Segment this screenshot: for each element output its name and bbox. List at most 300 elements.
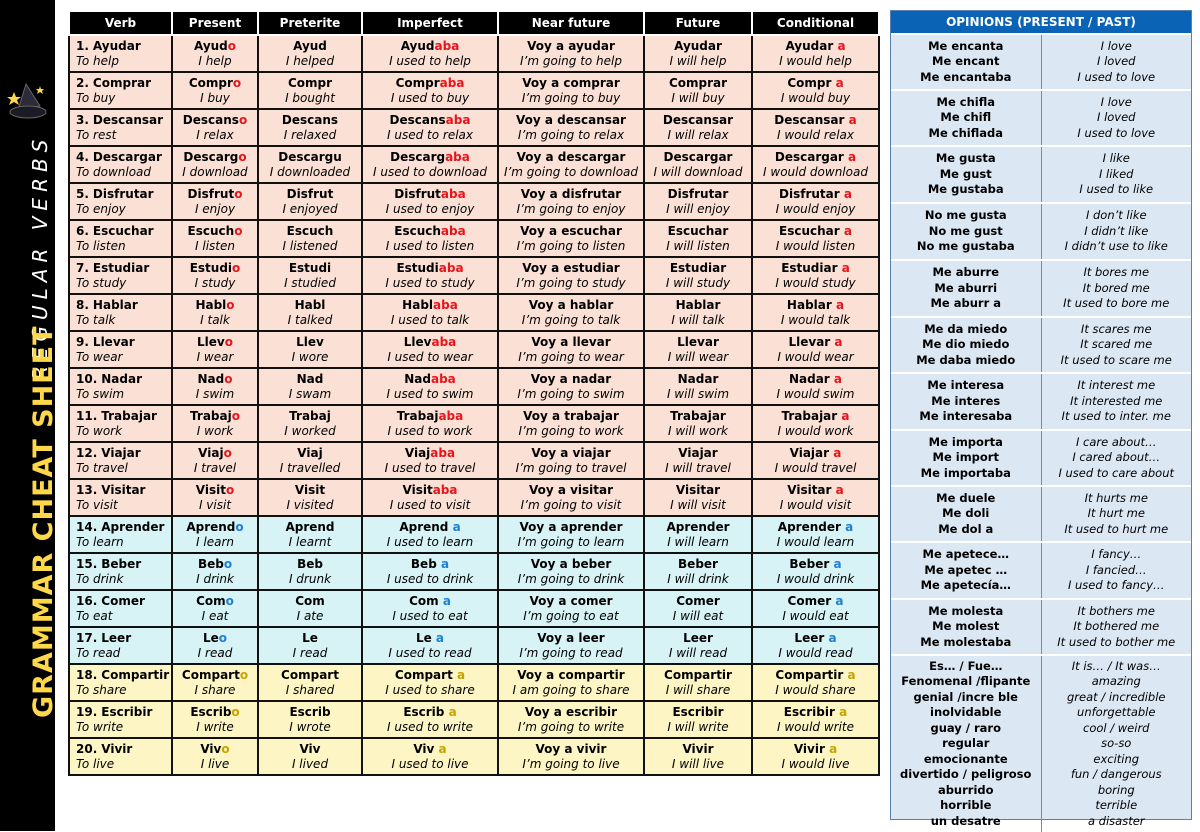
near-future-cell (498, 738, 644, 775)
near-future-cell-form: Voy a escribir (524, 704, 618, 719)
conditional-cell-translation: I would enjoy (775, 201, 856, 216)
future-cell (644, 442, 752, 479)
future-cell-form: Vivir (682, 741, 714, 756)
present-cell (172, 701, 258, 738)
near-future-cell-translation: I’m going to help (520, 53, 622, 68)
conditional-cell-ending: a (845, 519, 854, 534)
future-cell-form: Escribir (672, 704, 724, 719)
imperfect-cell-form (363, 39, 497, 54)
imperfect-cell-form (363, 261, 497, 276)
imperfect-cell-form (363, 631, 497, 646)
preterite-cell-translation: I drunk (288, 571, 332, 586)
future-cell-translation: I will share (665, 682, 731, 697)
table-row (69, 35, 879, 72)
imperfect-cell (362, 257, 498, 294)
verb-infinitive (76, 39, 171, 54)
preterite-cell-form: Disfrut (286, 186, 334, 201)
opinion-phrase: Me apetec … (924, 562, 1008, 577)
imperfect-cell-ending: aba (430, 371, 456, 386)
sidebar-subtitle: REGULAR VERBS (28, 133, 52, 380)
conditional-cell-translation: I would visit (779, 497, 852, 512)
imperfect-cell-ending: aba (431, 334, 457, 349)
present-cell-stem: Com (196, 593, 226, 608)
preterite-cell-form: Com (295, 593, 325, 608)
imperfect-cell (362, 738, 498, 775)
preterite-cell (258, 183, 362, 220)
present-cell-form (173, 705, 257, 720)
imperfect-cell-form (363, 557, 497, 572)
future-cell-translation: I will talk (671, 312, 725, 327)
preterite-cell (258, 35, 362, 72)
near-future-cell-form: Voy a escuchar (520, 223, 622, 238)
present-cell-form (173, 224, 257, 239)
future-cell-translation: I will live (671, 756, 725, 771)
imperfect-cell-form (363, 372, 497, 387)
future-cell-translation: I will travel (665, 460, 731, 475)
column-header: Preterite (258, 11, 362, 35)
present-cell-ending: o (238, 149, 247, 164)
imperfect-cell-stem: Nad (404, 371, 431, 386)
present-cell-form (173, 187, 257, 202)
opinion-english (1042, 35, 1192, 89)
present-cell-stem: Compr (188, 75, 233, 90)
present-cell-ending: o (231, 408, 240, 423)
verb-number: 13. (76, 482, 98, 497)
present-cell-form (173, 113, 257, 128)
opinion-spanish (891, 261, 1042, 316)
verb-infinitive (76, 261, 171, 276)
imperfect-cell-ending: a (438, 741, 447, 756)
conditional-cell-form (753, 113, 878, 128)
verb-number: 16. (76, 593, 98, 608)
future-cell-form: Viajar (678, 445, 718, 460)
imperfect-cell-stem: Compr (395, 75, 440, 90)
verb-infinitive (76, 742, 171, 757)
opinion-phrase: Me gusta (935, 151, 996, 166)
present-cell-ending: o (224, 371, 233, 386)
preterite-cell-form: Le (302, 630, 318, 645)
verb-infinitive (76, 335, 171, 350)
verb-infinitive (76, 446, 171, 461)
conditional-cell (752, 553, 879, 590)
preterite-cell (258, 479, 362, 516)
opinion-phrase: guay / raro (930, 720, 1002, 735)
imperfect-cell (362, 479, 498, 516)
verb-cell (69, 72, 172, 109)
opinions-panel (890, 10, 1192, 828)
near-future-cell-form: Voy a ayudar (527, 38, 615, 53)
preterite-cell-translation: I helped (285, 53, 335, 68)
verb-infinitive (76, 594, 171, 609)
preterite-cell (258, 146, 362, 183)
preterite-cell (258, 405, 362, 442)
imperfect-cell (362, 701, 498, 738)
present-cell-translation: I study (194, 275, 236, 290)
preterite-cell (258, 701, 362, 738)
imperfect-cell-stem: Compart (394, 667, 457, 682)
verb-name: Disfrutar (92, 186, 154, 201)
opinion-translation: It bores me (1083, 265, 1150, 280)
verb-cell (69, 590, 172, 627)
verb-cell (69, 516, 172, 553)
preterite-cell-form: Escrib (289, 704, 331, 719)
preterite-cell-translation: I ate (296, 608, 324, 623)
imperfect-cell-stem: Disfrut (394, 186, 441, 201)
imperfect-cell-translation: I used to write (386, 719, 474, 734)
near-future-cell (498, 220, 644, 257)
conditional-cell (752, 294, 879, 331)
present-cell-translation: I share (194, 682, 236, 697)
imperfect-cell-ending: a (452, 519, 461, 534)
opinion-translation: It interest me (1077, 378, 1156, 393)
future-cell-form: Estudiar (669, 260, 727, 275)
near-future-cell-form: Voy a aprender (519, 519, 623, 534)
future-cell-form: Nadar (677, 371, 719, 386)
present-cell-stem: Trabaj (190, 408, 232, 423)
future-cell-form: Comprar (668, 75, 728, 90)
verb-name: Trabajar (101, 408, 157, 423)
present-cell-ending: o (234, 186, 243, 201)
present-cell-translation: I live (200, 756, 230, 771)
present-cell-ending: o (218, 630, 228, 645)
conditional-cell-ending: a (843, 186, 852, 201)
preterite-cell (258, 109, 362, 146)
opinion-translation: boring (1097, 782, 1135, 797)
near-future-cell-translation: I’m going to wear (518, 349, 624, 364)
verb-infinitive (76, 557, 171, 572)
present-cell-ending: o (225, 482, 235, 497)
verb-number: 2. (76, 75, 89, 90)
opinion-english (1042, 543, 1192, 598)
near-future-cell (498, 701, 644, 738)
present-cell-stem: Beb (197, 556, 224, 571)
near-future-cell-form: Voy a estudiar (522, 260, 620, 275)
near-future-cell (498, 72, 644, 109)
opinion-translation: I used to love (1077, 69, 1156, 84)
present-cell-translation: I help (198, 53, 232, 68)
near-future-cell-form: Voy a viajar (531, 445, 611, 460)
imperfect-cell (362, 109, 498, 146)
conditional-cell-translation: I would live (781, 756, 850, 771)
opinion-phrase: Me da miedo (924, 321, 1008, 336)
preterite-cell-form: Beb (297, 556, 323, 571)
imperfect-cell-stem: Escuch (394, 223, 441, 238)
near-future-cell-form: Voy a beber (530, 556, 612, 571)
future-cell-form: Descansar (662, 112, 734, 127)
opinion-spanish (891, 543, 1042, 598)
future-cell-form: Compartir (664, 667, 732, 682)
conditional-cell (752, 35, 879, 72)
imperfect-cell-ending: aba (445, 149, 470, 164)
present-cell-ending: o (223, 556, 233, 571)
conditional-cell (752, 368, 879, 405)
conditional-cell-stem: Hablar (786, 297, 836, 312)
future-cell (644, 220, 752, 257)
present-cell (172, 146, 258, 183)
imperfect-cell (362, 590, 498, 627)
present-cell-form (173, 557, 257, 572)
conditional-cell (752, 738, 879, 775)
verb-translation: To buy (76, 90, 116, 105)
conditional-cell-ending: a (843, 223, 852, 238)
present-cell-ending: o (224, 334, 233, 349)
verb-infinitive (76, 631, 171, 646)
present-cell-stem: Compart (181, 667, 240, 682)
preterite-cell-translation: I worked (284, 423, 336, 438)
imperfect-cell-stem: Aprend (399, 519, 453, 534)
present-cell (172, 664, 258, 701)
table-row (69, 72, 879, 109)
conditional-cell-translation: I would travel (774, 460, 857, 475)
present-cell-stem: Le (202, 630, 219, 645)
verb-translation: To talk (76, 312, 116, 327)
opinion-translation: amazing (1091, 674, 1141, 689)
imperfect-cell-form (363, 705, 497, 720)
present-cell-form (173, 668, 257, 683)
present-cell-ending: o (239, 667, 249, 682)
future-cell-form: Beber (678, 556, 718, 571)
imperfect-cell-translation: I used to share (385, 682, 475, 697)
near-future-cell-form: Voy a nadar (530, 371, 612, 386)
future-cell-translation: I will listen (666, 238, 730, 253)
preterite-cell-translation: I talked (287, 312, 333, 327)
preterite-cell (258, 664, 362, 701)
preterite-cell (258, 553, 362, 590)
sidebar (0, 0, 59, 831)
verb-translation: To learn (76, 534, 124, 549)
near-future-cell (498, 664, 644, 701)
present-cell-ending: o (235, 519, 244, 534)
table-row (69, 627, 879, 664)
near-future-cell (498, 479, 644, 516)
future-cell (644, 738, 752, 775)
preterite-cell-form: Compart (281, 667, 339, 682)
conditional-cell-translation: I would read (778, 645, 853, 660)
opinion-translation: It bored me (1082, 280, 1150, 295)
future-cell (644, 146, 752, 183)
conditional-cell-stem: Disfrutar (779, 186, 844, 201)
verb-translation: To read (76, 645, 121, 660)
present-cell-translation: I talk (200, 312, 230, 327)
table-row (69, 331, 879, 368)
verb-number: 14. (76, 519, 98, 534)
preterite-cell-form: Viv (299, 741, 321, 756)
verb-translation: To swim (76, 386, 125, 401)
imperfect-cell-ending: a (448, 704, 457, 719)
conditional-cell-form (753, 39, 878, 54)
near-future-cell (498, 109, 644, 146)
imperfect-cell-translation: I used to help (389, 53, 471, 68)
verb-cell (69, 442, 172, 479)
future-cell (644, 590, 752, 627)
conditional-cell (752, 442, 879, 479)
near-future-cell-translation: I’m going to visit (520, 497, 622, 512)
verb-translation: To travel (76, 460, 128, 475)
opinion-phrase: Me apetecía… (920, 578, 1011, 593)
opinion-phrase: horrible (940, 798, 992, 813)
column-header: Imperfect (362, 11, 498, 35)
table-row (69, 701, 879, 738)
opinion-translation: It bothered me (1073, 619, 1160, 634)
verb-cell (69, 405, 172, 442)
conditional-cell-form (753, 446, 878, 461)
near-future-cell-translation: I’m going to write (517, 719, 625, 734)
opinion-translation: It interested me (1070, 393, 1163, 408)
present-cell-ending: o (227, 38, 237, 53)
verb-number: 3. (76, 112, 89, 127)
future-cell (644, 109, 752, 146)
opinion-translation: great / incredible (1066, 689, 1166, 704)
future-cell-translation: I will visit (670, 497, 726, 512)
opinion-phrase: Fenomenal /flipante (901, 674, 1031, 689)
opinion-phrase: aburrido (937, 782, 994, 797)
future-cell-translation: I will drink (667, 571, 729, 586)
preterite-cell-translation: I bought (285, 90, 335, 105)
opinion-phrase: Me chifla (936, 94, 995, 109)
future-cell-translation: I will wear (667, 349, 729, 364)
preterite-cell-translation: I learnt (288, 534, 332, 549)
verb-name: Comprar (92, 75, 151, 90)
conditional-cell-ending: a (839, 704, 848, 719)
future-cell-form: Comer (676, 593, 720, 608)
table-row (69, 590, 879, 627)
imperfect-cell (362, 331, 498, 368)
verb-cell (69, 701, 172, 738)
present-cell (172, 331, 258, 368)
near-future-cell-form: Voy a visitar (528, 482, 614, 497)
opinion-translation: It used to inter. me (1061, 409, 1171, 424)
opinion-translation: I used to like (1079, 182, 1154, 197)
column-header: Conditional (752, 11, 879, 35)
future-cell-form: Hablar (675, 297, 721, 312)
opinion-phrase: Me molestaba (920, 634, 1012, 649)
verb-infinitive (76, 224, 171, 239)
opinion-translation: a disaster (1087, 813, 1145, 828)
verb-number: 18. (76, 667, 98, 682)
opinion-translation: It bothers me (1077, 603, 1155, 618)
imperfect-cell-stem: Trabaj (396, 408, 439, 423)
verb-name: Descansar (92, 112, 164, 127)
present-cell (172, 553, 258, 590)
opinion-translation: I used to fancy… (1067, 578, 1165, 593)
imperfect-cell-form (363, 446, 497, 461)
future-cell-form: Leer (683, 630, 713, 645)
future-cell-translation: I will help (669, 53, 727, 68)
imperfect-cell-ending: aba (439, 75, 465, 90)
imperfect-cell-form (363, 76, 497, 91)
opinion-phrase: genial /incre ble (913, 689, 1018, 704)
conditional-cell-ending: a (835, 75, 844, 90)
preterite-cell (258, 442, 362, 479)
opinion-spanish (891, 147, 1042, 202)
opinion-english (1042, 91, 1192, 145)
opinion-phrase: Me chifl (940, 110, 992, 125)
opinion-translation: I loved (1097, 54, 1136, 69)
opinion-group (891, 202, 1191, 259)
verb-name: Nadar (101, 371, 143, 386)
present-cell-form (173, 520, 257, 535)
verb-name: Viajar (101, 445, 141, 460)
conditional-cell-form (753, 557, 878, 572)
verb-name: Estudiar (92, 260, 150, 275)
present-cell-ending: o (225, 593, 234, 608)
present-cell-translation: I listen (195, 238, 235, 253)
imperfect-cell-translation: I used to drink (386, 571, 474, 586)
present-cell-form (173, 631, 257, 646)
opinion-spanish (891, 91, 1042, 145)
present-cell-ending: o (226, 297, 235, 312)
wizard-hat-icon (6, 80, 50, 140)
conditional-cell-stem: Descansar (774, 112, 849, 127)
opinion-phrase: Me encant (932, 54, 1000, 69)
near-future-cell-translation: I’m going to download (503, 164, 639, 179)
near-future-cell-translation: I’m going to drink (517, 571, 625, 586)
verb-translation: To listen (76, 238, 126, 253)
imperfect-cell-ending: aba (440, 223, 466, 238)
table-row (69, 146, 879, 183)
verb-cell (69, 479, 172, 516)
opinion-translation: unforgettable (1077, 705, 1156, 720)
verb-name: Escuchar (92, 223, 154, 238)
opinion-translation: It hurt me (1087, 506, 1145, 521)
imperfect-cell-translation: I used to listen (385, 238, 475, 253)
preterite-cell-translation: I wore (291, 349, 329, 364)
future-cell (644, 331, 752, 368)
verb-cell (69, 368, 172, 405)
table-row (69, 220, 879, 257)
near-future-cell-form: Voy a compartir (517, 667, 625, 682)
opinion-phrase: Me interesa (927, 378, 1005, 393)
opinion-phrase: Me encanta (928, 38, 1004, 53)
opinion-english (1042, 431, 1192, 485)
opinions-header: OPINIONS (PRESENT / PAST) (891, 11, 1191, 33)
opinion-phrase: Me importaba (920, 465, 1011, 480)
opinion-english (1042, 204, 1192, 259)
conditional-cell-stem: Ayudar (785, 38, 838, 53)
present-cell-form (173, 742, 257, 757)
imperfect-cell (362, 553, 498, 590)
verb-translation: To help (76, 53, 119, 68)
conditional-cell-translation: I would relax (777, 127, 854, 142)
opinion-translation: I love (1100, 94, 1132, 109)
verb-number: 8. (76, 297, 89, 312)
conditional-cell (752, 664, 879, 701)
future-cell (644, 701, 752, 738)
opinion-group (891, 541, 1191, 598)
opinion-phrase: Me dol a (938, 521, 994, 536)
preterite-cell-form: Aprend (285, 519, 335, 534)
future-cell (644, 183, 752, 220)
opinion-translation: I cared about… (1072, 450, 1161, 465)
table-row (69, 294, 879, 331)
future-cell (644, 72, 752, 109)
near-future-cell (498, 294, 644, 331)
near-future-cell-form: Voy a descansar (516, 112, 626, 127)
conditional-cell-form (753, 742, 878, 757)
opinion-english (1042, 147, 1192, 202)
opinion-phrase: Me aburr a (930, 296, 1002, 311)
present-cell-translation: I work (196, 423, 234, 438)
conditional-cell-ending: a (841, 260, 850, 275)
verb-name: Escribir (101, 704, 153, 719)
opinion-spanish (891, 431, 1042, 485)
opinion-group (891, 372, 1191, 429)
verb-cell (69, 331, 172, 368)
preterite-cell (258, 516, 362, 553)
conditional-cell-stem: Llevar (788, 334, 835, 349)
near-future-cell-translation: I’m going to live (522, 756, 620, 771)
conditional-cell (752, 146, 879, 183)
